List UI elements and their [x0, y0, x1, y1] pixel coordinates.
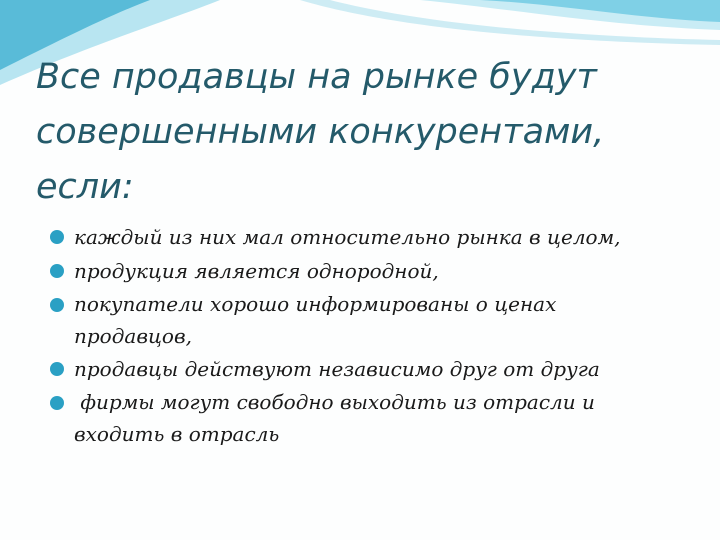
slide-title	[36, 50, 676, 215]
list-item	[50, 220, 690, 254]
list-item	[50, 254, 690, 288]
list-item-text: покупатели хорошо информированы о ценах	[74, 292, 557, 316]
list-item-text: фирмы могут свободно выходить из отрасли и	[74, 390, 595, 414]
bullet-icon	[50, 362, 64, 376]
bullet-icon	[50, 230, 64, 244]
title-line: если:	[36, 167, 134, 207]
bullet-icon	[50, 264, 64, 278]
list-item-text: продавцы действуют независимо друг от друга	[74, 357, 600, 381]
list-item	[50, 288, 690, 352]
list-item-text: входить в отрасль	[74, 422, 280, 446]
title-line: Все продавцы на рынке будут	[36, 57, 597, 97]
conditions-list	[50, 220, 690, 450]
list-item	[50, 386, 690, 450]
bullet-icon	[50, 396, 64, 410]
bullet-icon	[50, 298, 64, 312]
list-item	[50, 352, 690, 386]
title-line: совершенными конкурентами,	[36, 112, 605, 152]
list-item-text: каждый из них мал относительно рынка в целом,	[74, 225, 621, 249]
list-item-text: продукция является однородной,	[74, 259, 439, 283]
list-item-text: продавцов,	[74, 324, 192, 348]
